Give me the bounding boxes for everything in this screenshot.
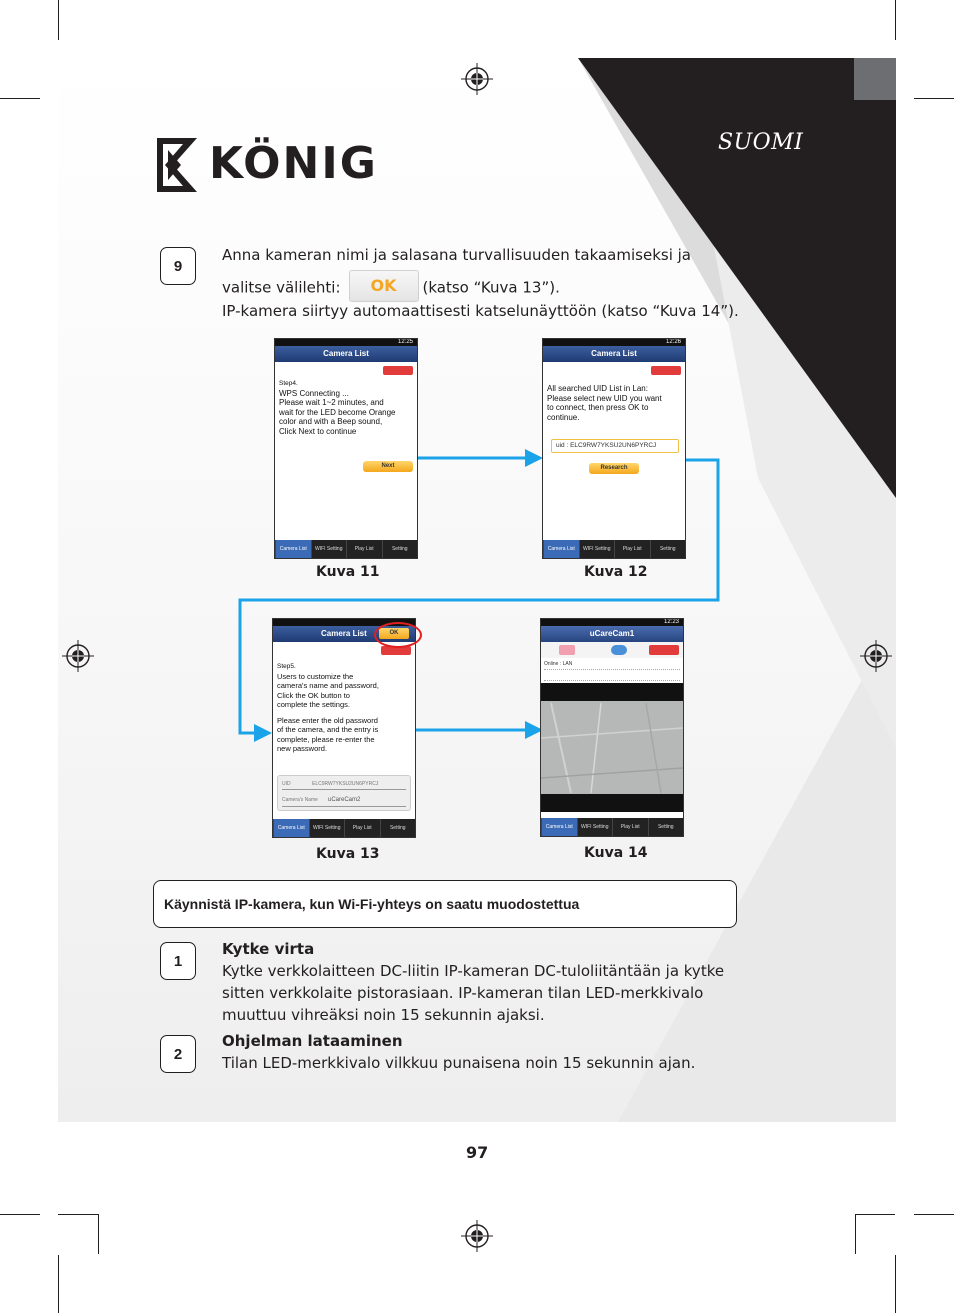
screen-body <box>547 384 681 422</box>
camera-live-view <box>541 683 683 812</box>
nav-camera-list: Camera List <box>541 818 577 836</box>
crop-mark <box>58 1255 59 1313</box>
registration-mark-icon <box>62 640 94 672</box>
screen-line: Step5. <box>277 663 296 670</box>
crop-mark <box>0 98 40 99</box>
ok-highlight-circle <box>374 622 422 648</box>
nav-setting: Setting <box>382 540 418 558</box>
stream-stats <box>544 669 680 681</box>
bottom-nav <box>275 540 417 558</box>
screen-line: to connect, then press OK to <box>547 403 649 412</box>
crop-mark <box>855 1214 856 1254</box>
nav-setting: Setting <box>648 818 684 836</box>
crop-mark <box>58 1214 98 1215</box>
status-bar: 12:25 <box>275 339 417 346</box>
nav-camera-list: Camera List <box>275 540 311 558</box>
screen-title: Camera List <box>543 346 685 362</box>
section-title: Käynnistä IP-kamera, kun Wi-Fi-yhteys on saatu muodostettua <box>164 896 580 912</box>
screen-line: Users to customize the <box>277 671 354 681</box>
crop-mark <box>895 1255 896 1313</box>
screen-line: Please select new UID you want <box>547 393 662 403</box>
nav-wifi-setting: WIFI Setting <box>577 818 613 836</box>
step-text-line: muuttuu vihreäksi noin 15 sekunnin ajaksi. <box>222 1006 545 1024</box>
nav-play-list: Play List <box>614 540 650 558</box>
screen-line: camera's name and password, <box>277 681 379 690</box>
step-text-fragment: (katso “Kuva 13”). <box>422 278 560 297</box>
screen-line: Please enter the old password <box>277 715 378 725</box>
figure-caption: Kuva 12 <box>584 564 648 580</box>
field-value: uCareCam2 <box>328 797 361 803</box>
page-number: 97 <box>466 1143 489 1162</box>
step-text-line: Kytke verkkolaitteen DC-liitin IP-kameran DC-tuloliitäntään ja kytke <box>222 962 725 980</box>
registration-mark-icon <box>461 63 493 95</box>
status-bar: 12:26 <box>543 339 685 346</box>
phone-screenshot-kuva-12 <box>542 338 686 559</box>
camera-form <box>277 775 411 811</box>
audio-button <box>611 645 627 655</box>
screen-line: WPS Connecting ... <box>279 388 349 398</box>
research-button: Research <box>589 463 639 474</box>
nav-camera-list: Camera List <box>273 819 309 837</box>
ok-button-image: OK <box>349 270 419 302</box>
language-label: SUOMI <box>718 130 804 155</box>
nav-setting: Setting <box>650 540 686 558</box>
brand-name: KÖNIG <box>209 138 378 189</box>
registration-mark-icon <box>860 640 892 672</box>
nav-wifi-setting: WIFI Setting <box>579 540 615 558</box>
screen-body <box>279 379 413 436</box>
registration-mark-icon <box>461 1220 493 1252</box>
close-view-button <box>649 645 679 655</box>
step-text-line: sitten verkkolaite pistorasiaan. IP-kameran tilan LED-merkkivalo <box>222 984 704 1002</box>
crop-mark <box>98 1214 99 1254</box>
screen-line: of the camera, and the entry is <box>277 725 379 734</box>
record-button <box>559 645 575 655</box>
figure-caption: Kuva 13 <box>316 846 380 862</box>
step-heading: Ohjelman lataaminen <box>222 1032 403 1050</box>
screen-line: complete the settings. <box>277 700 350 709</box>
bottom-nav <box>541 818 683 836</box>
screen-line: Please wait 1~2 minutes, and <box>279 398 384 407</box>
add-camera-button <box>383 366 413 375</box>
bottom-nav <box>273 819 415 837</box>
section-heading-box <box>153 880 737 928</box>
screen-line: new password. <box>277 744 328 753</box>
step-number: 2 <box>160 1035 196 1073</box>
step-text-line: Tilan LED-merkkivalo vilkkuu punaisena noin 15 sekunnin ajan. <box>222 1054 696 1072</box>
field-value: ELC9RW7YKSU2UN6PYRCJ <box>312 781 379 787</box>
add-camera-button <box>651 366 681 375</box>
nav-play-list: Play List <box>612 818 648 836</box>
crop-mark <box>0 1214 40 1215</box>
screen-line: wait for the LED become Orange <box>279 407 396 417</box>
ok-save-button: OK <box>379 628 409 639</box>
konig-k-mark-icon <box>153 136 201 194</box>
uid-field <box>282 779 406 790</box>
step-text-line: Anna kameran nimi ja salasana turvallisuuden takaamiseksi ja <box>222 246 691 264</box>
bottom-nav <box>543 540 685 558</box>
step-heading: Kytke virta <box>222 940 315 958</box>
crop-mark <box>58 0 59 40</box>
step-number: 9 <box>160 247 196 285</box>
screen-line: Step4. <box>279 380 298 387</box>
screen-line: color and with a Beep sound, <box>279 417 383 426</box>
figure-caption: Kuva 14 <box>584 845 648 861</box>
brand-logo <box>153 136 378 194</box>
screen-line: complete, please re-enter the <box>277 734 375 744</box>
crop-mark <box>914 98 954 99</box>
crop-mark <box>895 0 896 40</box>
nav-wifi-setting: WIFI Setting <box>309 819 345 837</box>
screen-line: All searched UID List in Lan: <box>547 384 648 393</box>
crop-mark <box>914 1214 954 1215</box>
phone-screenshot-kuva-11 <box>274 338 418 559</box>
phone-screenshot-kuva-14 <box>540 618 684 837</box>
phone-screenshot-kuva-13 <box>272 618 416 838</box>
nav-wifi-setting: WIFI Setting <box>311 540 347 558</box>
uid-list-item: uid : ELC9RW7YKSU2UN6PYRCJ <box>551 439 679 453</box>
camera-name-field <box>282 794 406 807</box>
field-label: UID <box>282 781 291 787</box>
crop-mark <box>855 1214 895 1215</box>
step-text-line: IP-kamera siirtyy automaattisesti katselunäyttöön (katso “Kuva 14”). <box>222 302 739 320</box>
screen-body <box>277 662 411 754</box>
screen-line: continue. <box>547 412 580 422</box>
screen-line: Click the OK button to <box>277 690 350 700</box>
status-bar: 12:23 <box>541 619 683 626</box>
next-button: Next <box>363 461 413 472</box>
screen-title: uCareCam1 <box>541 626 683 642</box>
nav-camera-list: Camera List <box>543 540 579 558</box>
online-status: Online : LAN <box>544 661 573 667</box>
screen-title: Camera List <box>273 626 415 642</box>
field-label: Camera's Name <box>282 797 318 803</box>
nav-play-list: Play List <box>344 819 380 837</box>
nav-play-list: Play List <box>346 540 382 558</box>
step-text-fragment: valitse välilehti: <box>222 278 341 297</box>
control-row <box>541 642 683 658</box>
screen-line: Click Next to continue <box>279 426 357 436</box>
figure-caption: Kuva 11 <box>316 564 380 580</box>
screen-title: Camera List <box>275 346 417 362</box>
step-number: 1 <box>160 942 196 980</box>
nav-setting: Setting <box>380 819 416 837</box>
